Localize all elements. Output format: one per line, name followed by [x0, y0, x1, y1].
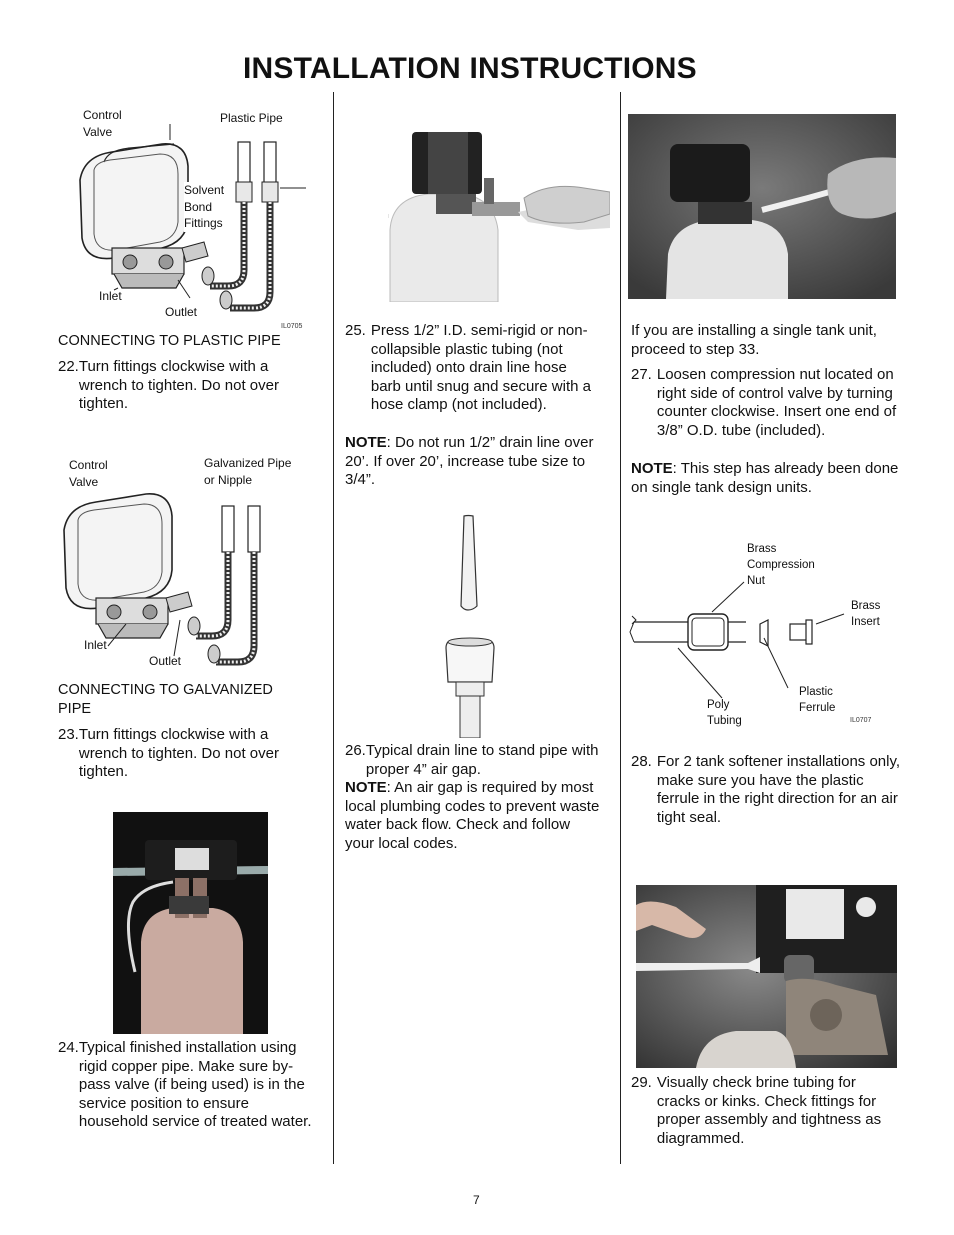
section-header-plastic-pipe: CONNECTING TO PLASTIC PIPE: [58, 333, 281, 349]
step-23: 23. Turn fittings clockwise with a wrench to tighten. Do not over tighten.: [58, 726, 279, 781]
label-outlet: Outlet: [165, 305, 198, 319]
note-26: NOTE: An air gap is required by most local plumbing codes to prevent waste water back flow. Check and follow your local codes.: [345, 779, 600, 852]
label-outlet-2: Outlet: [149, 654, 182, 668]
label-galvanized-pipe: Galvanized Pipe or Nipple: [204, 456, 292, 487]
page-number: 7: [473, 1193, 480, 1207]
label-inlet-2: Inlet: [84, 638, 107, 652]
label-plastic-pipe: Plastic Pipe: [220, 111, 283, 125]
note-27: NOTE: This step has already been done on single tank design units.: [631, 460, 899, 496]
note-label: NOTE: [631, 460, 673, 477]
label-control-valve: Control Valve: [83, 108, 122, 139]
finished-installation-photo: [113, 812, 268, 1034]
single-tank-intro: If you are installing a single tank unit, proceed to step 33.: [631, 322, 877, 358]
step-22: 22. Turn fittings clockwise with a wrench to tighten. Do not over tighten.: [58, 358, 279, 413]
label-brass-compression-nut: Brass Compression Nut: [747, 543, 815, 587]
brine-tubing-photo: [636, 885, 897, 1068]
page-title: INSTALLATION INSTRUCTIONS: [243, 52, 697, 85]
label-poly-tubing: Poly Tubing: [707, 699, 742, 727]
step-24: 24. Typical finished installation using rigid copper pipe. Make sure by-pass valve (if being used) is in the service position to ensure household service of treated water.: [58, 1039, 312, 1131]
step-28: 28. For 2 tank softener installations only, make sure you have the plastic ferrule in the right direction for an air tight seal.: [631, 753, 901, 826]
figure-code-2: IL0707: [850, 717, 872, 724]
air-gap-diagram: [440, 512, 498, 738]
column-divider-left: [333, 92, 334, 1164]
step-27: 27. Loosen compression nut located on right side of control valve by turning counter clockwise. Insert one end of 3/8” O.D. tube (included).: [631, 366, 897, 439]
label-plastic-ferrule: Plastic Ferrule: [799, 686, 836, 714]
compression-nut-photo: [628, 114, 896, 299]
label-inlet: Inlet: [99, 289, 122, 303]
label-control-valve-2: Control Valve: [69, 458, 108, 489]
figure-code: IL0705: [281, 323, 303, 330]
drain-line-photo: [388, 118, 610, 302]
step-25: 25. Press 1/2” I.D. semi-rigid or non-collapsible plastic tubing (not included) onto drain line hose barb until snug and secure with a hose clamp (not included).: [345, 322, 591, 414]
note-label: NOTE: [345, 434, 387, 451]
step-26: 26. Typical drain line to stand pipe with proper 4” air gap.: [345, 742, 599, 778]
label-solvent-bond-fittings: Solvent Bond Fittings: [184, 183, 225, 231]
step-29: 29. Visually check brine tubing for cracks or kinks. Check fittings for proper assembly and tightness as diagrammed.: [631, 1074, 882, 1147]
section-header-galvanized-pipe: CONNECTING TO GALVANIZED PIPE: [58, 682, 273, 717]
note-25: NOTE: Do not run 1/2” drain line over 20’. If over 20’, increase tube size to 3/4”.: [345, 434, 594, 489]
label-brass-insert: Brass Insert: [851, 600, 881, 628]
note-label: NOTE: [345, 779, 387, 796]
